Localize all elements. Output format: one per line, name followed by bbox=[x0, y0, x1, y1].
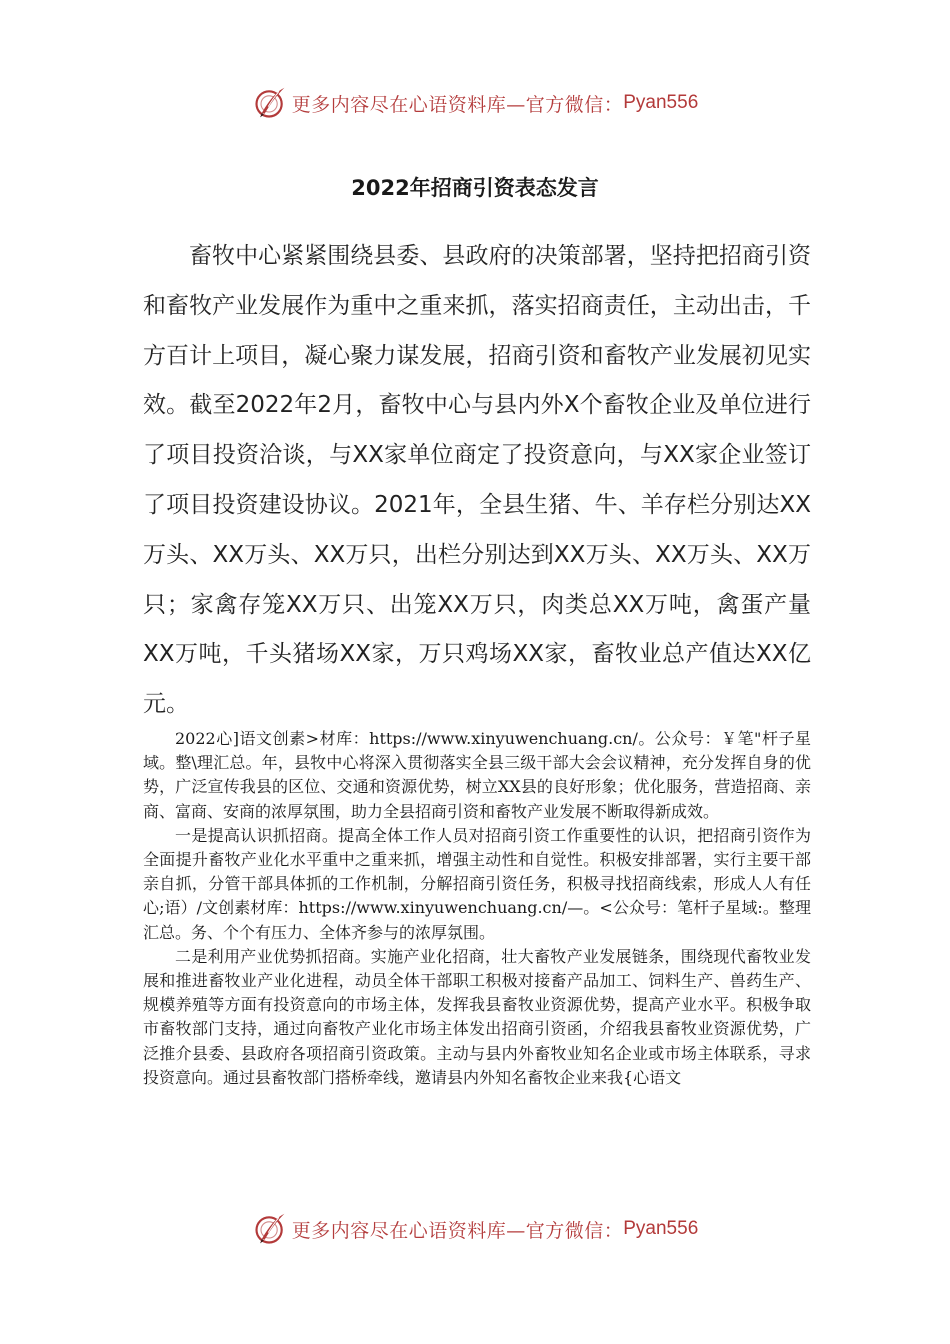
header-watermark bbox=[0, 83, 950, 123]
footer-watermark bbox=[0, 1209, 950, 1249]
watermark-text: 更多内容尽在心语资料库—官方微信： bbox=[291, 1219, 624, 1242]
body-text bbox=[143, 727, 811, 1090]
body-paragraph: 二是利用产业优势抓招商。实施产业化招商，壮大畜牧产业发展链条，围绕现代畜牧业发展和推进畜牧业产业化进程，动员全体干部职工积极对接畜产品加工、饲料生产、兽药生产、规模养殖等方面有投资意向的市场主体，发挥我县畜牧业资源优势，提高产业水平。积极争取市畜牧部门支持，通过向畜牧产业化市场主体发出招商引资函，介绍我县畜牧业资源优势，广泛推介县委、县政府各项招商引资政策。主动与县内外畜牧业知名企业或市场主体联系，寻求投资意向。通过县畜牧部门搭桥牵线，邀请县内外知名畜牧企业来我{心语文 bbox=[143, 946, 811, 1087]
lead-paragraph: 畜牧中心紧紧围绕县委、县政府的决策部署，坚持把招商引资和畜牧产业发展作为重中之重来抓，落实招商责任，主动出击，千方百计上项目，凝心聚力谋发展，招商引资和畜牧产业发展初见实效。截至2022年2月，畜牧中心与县内外X个畜牧企业及单位进行了项目投资洽谈，与XX家单位商定了投资意向，与XX家企业签订了项目投资建设协议。2021年，全县生猪、牛、羊存栏分别达XX万头、XX万头、XX万只，出栏分别达到XX万头、XX万头、XX万只；家禽存笼XX万只、出笼XX万只，肉类总XX万吨，禽蛋产量XX万吨，千头猪场XX家，万只鸡场XX家，畜牧业总产值达XX亿元。 bbox=[143, 243, 811, 718]
watermark-text: 更多内容尽在心语资料库—官方微信： bbox=[291, 93, 624, 116]
watermark-group bbox=[252, 1211, 699, 1247]
body-paragraph: 一是提高认识抓招商。提高全体工作人员对招商引资工作重要性的认识，把招商引资作为全面提升畜牧产业化水平重中之重来抓，增强主动性和自觉性。积极安排部署，实行主要干部亲自抓，分管干部具体抓的工作机制，分解招商引资任务，积极寻找招商线索，形成人人有任心;语）/文创素材库：https://www.xinyuwenchuang.cn/—。<公众号：笔杆子星域:。整理汇总。务、个个有压力、全体齐参与的浓厚氛围。 bbox=[143, 825, 811, 942]
quill-logo-icon bbox=[252, 85, 288, 121]
quill-logo-icon bbox=[252, 1211, 288, 1247]
watermark-wechat-id: Pyan556 bbox=[623, 1218, 699, 1239]
watermark-group bbox=[252, 85, 699, 121]
document-title: 2022年招商引资表态发言 bbox=[351, 176, 599, 200]
body-paragraph: 2022心]语文创素>材库：https://www.xinyuwenchuang.cn/。公众号：￥笔"杆子星域。整\理汇总。年，县牧中心将深入贯彻落实全县三级干部大会会议精神，充分发挥自身的优势，广泛宣传我县的区位、交通和资源优势，树立XX县的良好形象；优化服务，营造招商、亲商、富商、安商的浓厚氛围，助力全县招商引资和畜牧产业发展不断取得新成效。 bbox=[143, 729, 811, 821]
watermark-wechat-id: Pyan556 bbox=[623, 92, 699, 113]
